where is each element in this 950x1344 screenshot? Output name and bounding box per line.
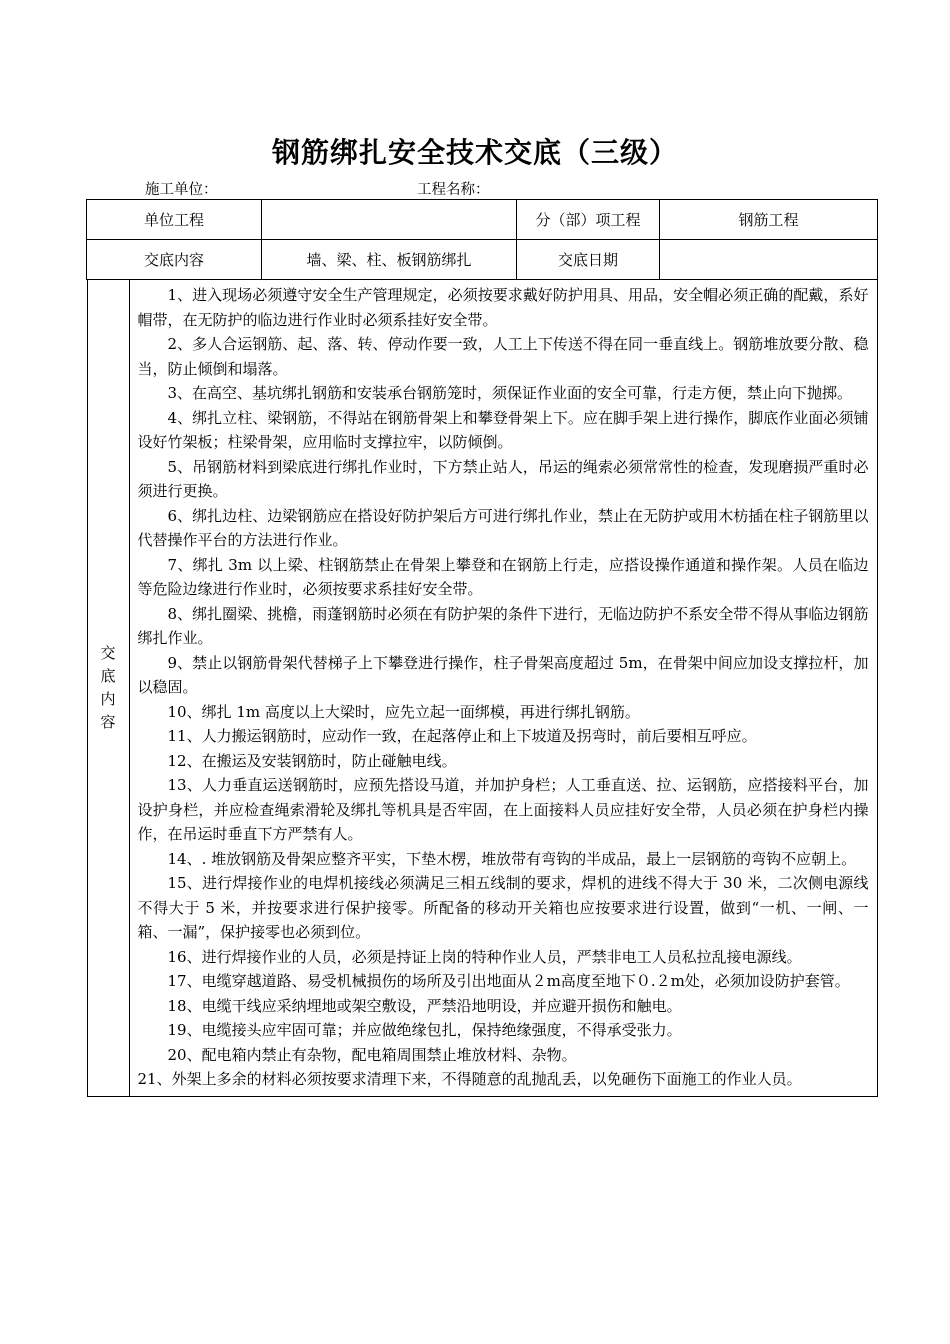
disclosure-content-body (129, 280, 877, 1096)
list-item: 17、电缆穿越道路、易受机械损伤的场所及引出地面从２m高度至地下０.２m处，必须加设防护套管。 (167, 972, 850, 990)
list-item: 21、外架上多余的材料必须按要求清理下来，不得随意的乱抛乱丢，以免砸伤下面施工的作业人员。 (137, 1070, 802, 1088)
unit-project-label: 单位工程 (87, 200, 262, 240)
list-item: 12、在搬运及安装钢筋时，防止碰触电线。 (167, 751, 457, 770)
list-item: 11、人力搬运钢筋时，应动作一致，在起落停止和上下坡道及拐弯时，前后要相互呼应。 (167, 727, 757, 745)
disclosure-date-label: 交底日期 (517, 240, 660, 280)
table-row (87, 200, 878, 240)
list-item: 18、电缆干线应采纳埋地或架空敷设，严禁沿地明设，并应避开损伤和触电。 (167, 996, 682, 1015)
list-item: 5、吊钢筋材料到梁底进行绑扎作业时，下方禁止站人，吊运的绳索必须常常性的检查，发现磨损严重时必须进行更换。 (137, 457, 869, 500)
table-row (87, 280, 878, 1097)
project-name-label: 工程名称： (417, 182, 490, 198)
document-title: 钢筋绑扎安全技术交底（三级） (271, 136, 678, 169)
list-item: 9、禁止以钢筋骨架代替梯子上下攀登进行操作，柱子骨架高度超过 5m，在骨架中间应加设支撑拉杆，加以稳固。 (137, 653, 869, 696)
list-item: 16、进行焊接作业的人员，必须是持证上岗的特种作业人员，严禁非电工人员私拉乱接电源线。 (167, 947, 802, 966)
side-label-char: 容 (100, 712, 116, 731)
sub-project-label: 分（部）项工程 (517, 200, 660, 240)
side-label-char: 交 (100, 643, 116, 662)
disclosure-table (86, 199, 878, 1097)
unit-project-value (262, 200, 517, 240)
list-item: 8、绑扎圈梁、挑檐，雨蓬钢筋时必须在有防护架的条件下进行，无临边防护不系安全带不得从事临边钢筋绑扎作业。 (137, 604, 869, 647)
list-item: 15、进行焊接作业的电焊机接线必须满足三相五线制的要求，焊机的进线不得大于 30 米，二次侧电源线不得大于 5 米，并按要求进行保护接零。所配备的移动开关箱也应按要求进行设置，做到“一机、一闸、一箱、一漏”，保护接零也必须到位。 (137, 874, 869, 941)
side-label-char: 内 (100, 689, 116, 708)
sub-project-value: 钢筋工程 (660, 200, 878, 240)
list-item: 3、在高空、基坑绑扎钢筋和安装承台钢筋笼时，须保证作业面的安全可靠，行走方便，禁止向下抛掷。 (167, 384, 853, 402)
list-item: 6、绑扎边柱、边梁钢筋应在搭设好防护架后方可进行绑扎作业，禁止在无防护或用木枋插在柱子钢筋里以代替操作平台的方法进行作业。 (137, 506, 869, 549)
list-item: 13、人力垂直运送钢筋时，应预先搭设马道，并加护身栏；人工垂直送、拉、运钢筋，应搭接料平台，加设护身栏，并应检查绳索滑轮及绑扎等机具是否牢固，在上面接料人员应挂好安全带，人员必须在护身栏内操作，在吊运时垂直下方严禁有人。 (137, 776, 869, 843)
side-label-cell (87, 280, 129, 1096)
disclosure-date-value (660, 240, 878, 280)
list-item: 10、绑扎 1m 高度以上大梁时，应先立起一面绑模，再进行绑扎钢筋。 (167, 702, 640, 721)
side-label (88, 642, 129, 734)
table-row (87, 240, 878, 280)
list-item: 4、绑扎立柱、梁钢筋，不得站在钢筋骨架上和攀登骨架上下。应在脚手架上进行操作，脚底作业面必须铺设好竹架板；柱梁骨架，应用临时支撑拉牢，以防倾倒。 (137, 408, 869, 451)
list-item: 20、配电箱内禁止有杂物，配电箱周围禁止堆放材料、杂物。 (167, 1045, 577, 1064)
list-item: 7、绑扎 3m 以上梁、柱钢筋禁止在骨架上攀登和在钢筋上行走，应搭设操作通道和操作架。人员在临边等危险边缘进行作业时，必须按要求系挂好安全带。 (137, 555, 869, 598)
construction-unit-label: 施工单位： (145, 182, 218, 198)
list-item: 1、进入现场必须遵守安全生产管理规定，必须按要求戴好防护用具、用品，安全帽必须正确的配戴，系好帽带，在无防护的临边进行作业时必须系挂好安全带。 (137, 286, 869, 329)
list-item: 2、多人合运钢筋、起、落、转、停动作要一致，人工上下传送不得在同一垂直线上。钢筋堆放要分散、稳当，防止倾倒和塌落。 (137, 335, 869, 378)
disclosure-content-value: 墙、梁、柱、板钢筋绑扎 (262, 240, 517, 280)
list-item: 14、. 堆放钢筋及骨架应整齐平实，下垫木楞，堆放带有弯钩的半成品，最上一层钢筋的弯钩不应朝上。 (167, 849, 857, 868)
disclosure-content-label: 交底内容 (87, 240, 262, 280)
list-item: 19、电缆接头应牢固可靠；并应做绝缘包扎，保持绝缘强度，不得承受张力。 (167, 1021, 682, 1039)
side-label-char: 底 (100, 666, 116, 685)
